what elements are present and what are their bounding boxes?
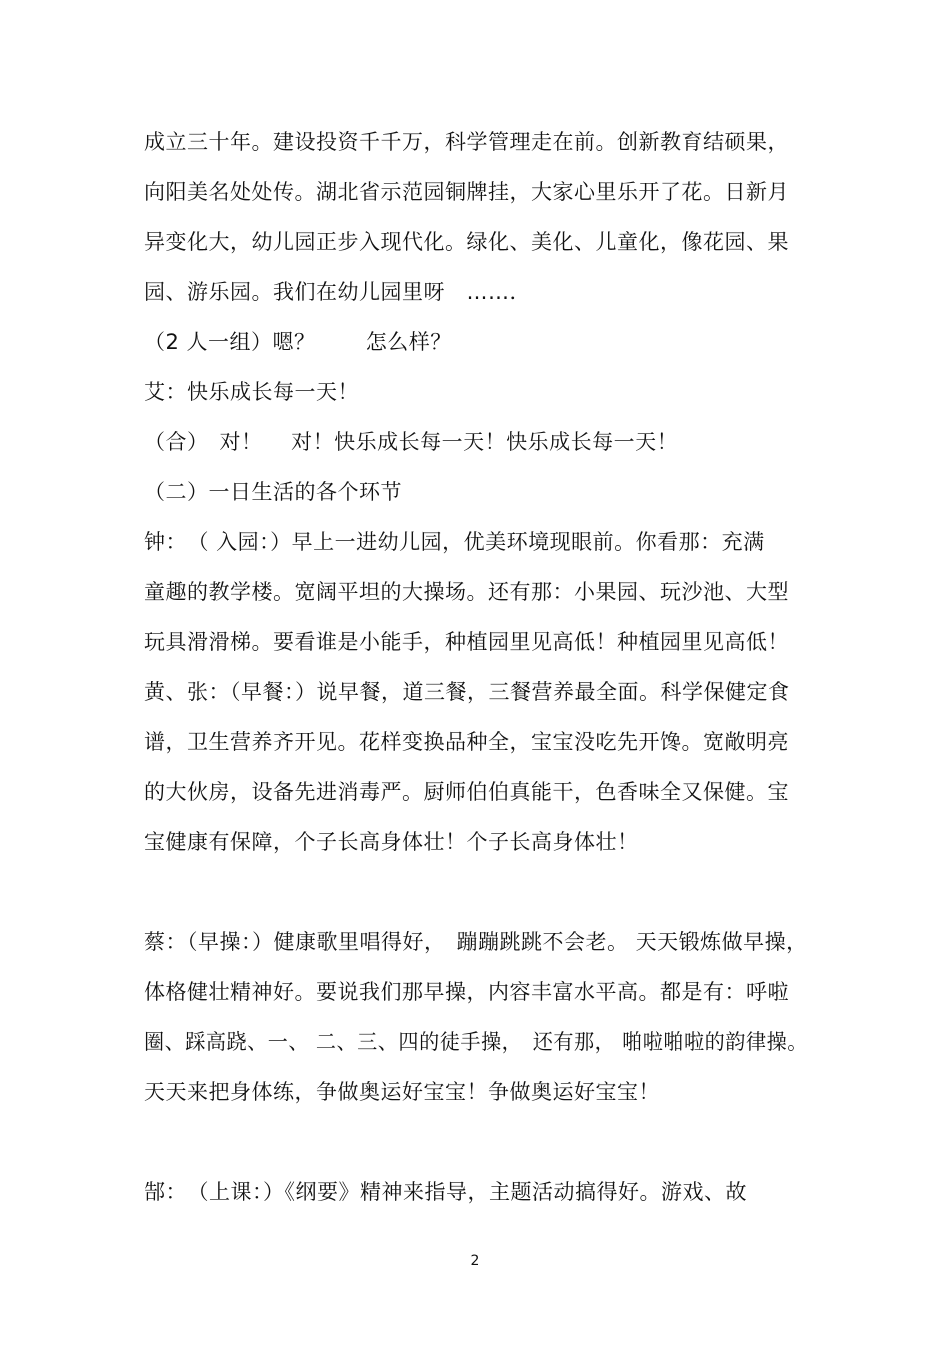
text-line: 艾：快乐成长每一天！ — [144, 380, 359, 404]
text-line: （2 人一组）嗯？ 怎么样？ — [144, 330, 452, 354]
text-line: 黄、张：（早餐：）说早餐，道三餐，三餐营养最全面。科学保健定食 — [144, 680, 790, 704]
text-line: 异变化大，幼儿园正步入现代化。绿化、美化、儿童化，像花园、果 — [144, 230, 789, 254]
text-line: 谱，卫生营养齐开见。花样变换品种全，宝宝没吃先开馋。宽敞明亮 — [144, 730, 789, 754]
text-line: 玩具滑滑梯。要看谁是小能手，种植园里见高低！种植园里见高低！ — [144, 630, 789, 654]
text-line: 体格健壮精神好。要说我们那早操，内容丰富水平高。都是有：呼啦 — [144, 980, 789, 1004]
text-line: 童趣的教学楼。宽阔平坦的大操场。还有那：小果园、玩沙池、大型 — [144, 580, 789, 604]
page-number: 2 — [470, 1253, 480, 1269]
text-line: 蔡：（早操：）健康歌里唱得好， 蹦蹦跳跳不会老。 天天锻炼做早操， — [144, 930, 808, 954]
text-line: 钟： （ 入园：）早上一进幼儿园，优美环境现眼前。你看那：充满 — [144, 530, 765, 554]
text-line: 的大伙房，设备先进消毒严。厨师伯伯真能干，色香味全又保健。宝 — [144, 780, 789, 804]
text-line: 向阳美名处处传。湖北省示范园铜牌挂，大家心里乐开了花。日新月 — [144, 180, 789, 204]
text-line: 天天来把身体练，争做奥运好宝宝！争做奥运好宝宝！ — [144, 1080, 660, 1104]
text-line: 成立三十年。建设投资千千万，科学管理走在前。创新教育结硕果， — [144, 130, 789, 154]
text-line: 园、游乐园。我们在幼儿园里呀 ……． — [144, 280, 531, 304]
section-heading: （二）一日生活的各个环节 — [144, 480, 402, 504]
text-line: 郜： （上课：）《纲要》精神来指导，主题活动搞得好。游戏、故 — [144, 1180, 747, 1204]
text-line: （合） 对！ 对！快乐成长每一天！快乐成长每一天！ — [144, 430, 679, 454]
text-line: 圈、踩高跷、一、 二、三、四的徒手操， 还有那， 啪啦啪啦的韵律操。 — [144, 1030, 808, 1054]
text-line: 宝健康有保障，个子长高身体壮！个子长高身体壮！ — [144, 830, 639, 854]
